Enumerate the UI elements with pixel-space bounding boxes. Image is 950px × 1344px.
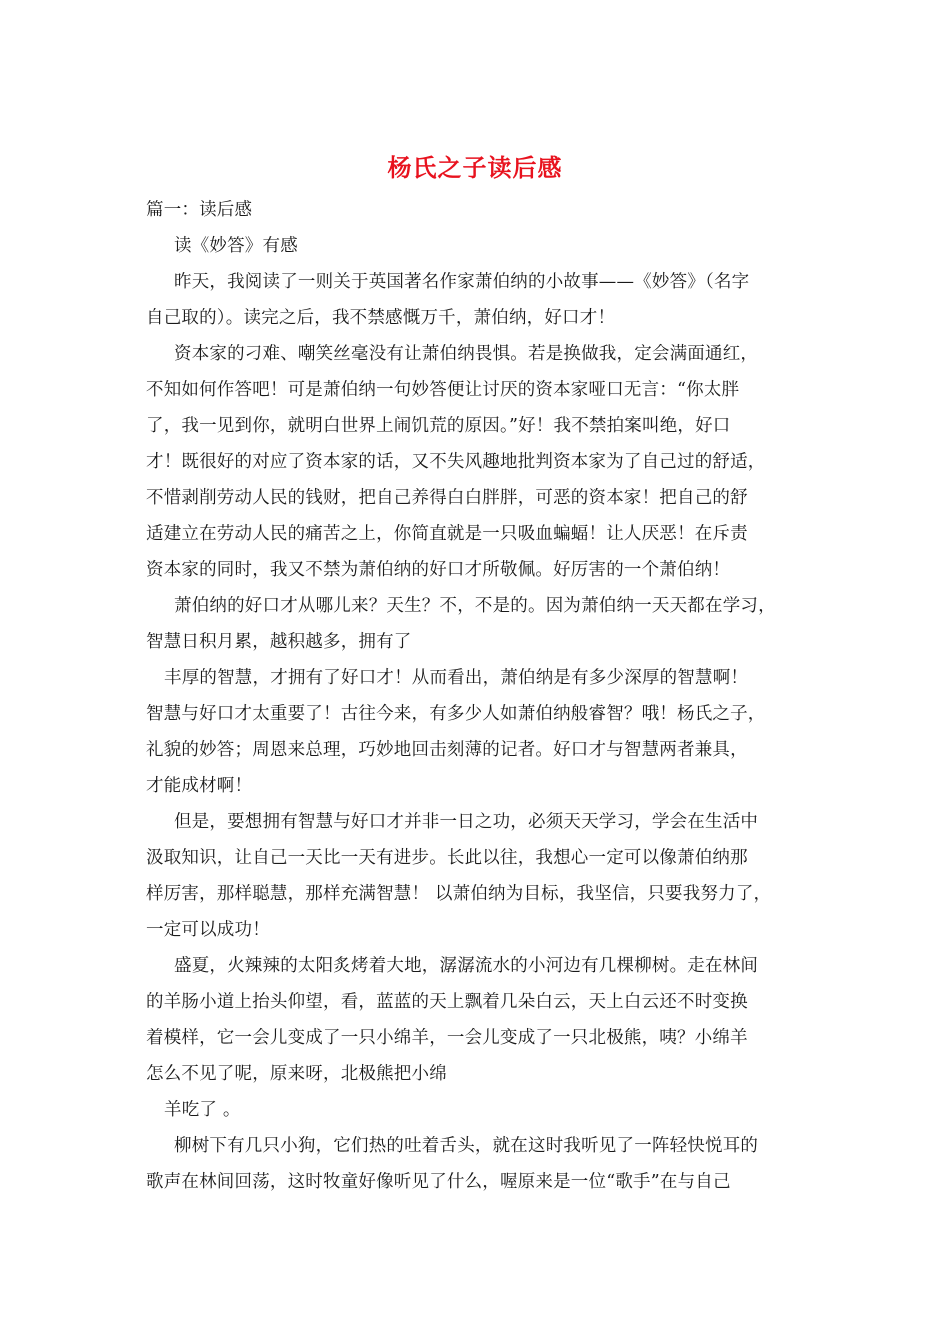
text-line: 礼貌的妙答；周恩来总理，巧妙地回击刻薄的记者。好口才与智慧两者兼具， bbox=[146, 740, 748, 760]
text-line: 自己取的）。读完之后，我不禁感慨万千，萧伯纳，好口才！ bbox=[146, 308, 616, 328]
text-line: 丰厚的智慧，才拥有了好口才！从而看出，萧伯纳是有多少深厚的智慧啊！ bbox=[164, 668, 749, 688]
text-line: 篇一：读后感 bbox=[146, 200, 253, 220]
text-line: 盛夏，火辣辣的太阳炙烤着大地，潺潺流水的小河边有几棵柳树。走在林间 bbox=[174, 956, 759, 976]
text-line: 不惜剥削劳动人民的钱财，把自己养得白白胖胖，可恶的资本家！把自己的舒 bbox=[146, 488, 748, 508]
text-line: 歌声在林间回荡，这时牧童好像听见了什么，喔原来是一位“歌手”在与自己 bbox=[146, 1172, 731, 1192]
text-line: 智慧日积月累，越积越多，拥有了 bbox=[146, 632, 412, 652]
text-line: 样厉害，那样聪慧，那样充满智慧！ 以萧伯纳为目标，我坚信，只要我努力了， bbox=[146, 884, 772, 904]
text-line: 柳树下有几只小狗，它们热的吐着舌头，就在这时我听见了一阵轻快悦耳的 bbox=[174, 1136, 759, 1156]
text-line: 的羊肠小道上抬头仰望，看，蓝蓝的天上飘着几朵白云，天上白云还不时变换 bbox=[146, 992, 748, 1012]
text-line: 一定可以成功！ bbox=[146, 920, 270, 940]
text-line: 羊吃了 。 bbox=[164, 1100, 241, 1120]
text-line: 才！既很好的对应了资本家的话，又不失风趣地批判资本家为了自己过的舒适， bbox=[146, 452, 766, 472]
text-line: 怎么不见了呢，原来呀，北极熊把小绵 bbox=[146, 1064, 447, 1084]
text-line: 智慧与好口才太重要了！古往今来，有多少人如萧伯纳般睿智？哦！杨氏之子， bbox=[146, 704, 766, 724]
text-line: 才能成材啊！ bbox=[146, 776, 253, 796]
document-body bbox=[146, 192, 826, 1200]
text-line: 资本家的刁难、嘲笑丝毫没有让萧伯纳畏惧。若是换做我，定会满面通红， bbox=[174, 344, 759, 364]
text-line: 资本家的同时，我又不禁为萧伯纳的好口才所敬佩。好厉害的一个萧伯纳！ bbox=[146, 560, 731, 580]
text-line: 了，我一见到你，就明白世界上闹饥荒的原因。”好！我不禁拍案叫绝，好口 bbox=[146, 416, 731, 436]
text-line: 昨天，我阅读了一则关于英国著名作家萧伯纳的小故事——《妙答》（名字 bbox=[174, 272, 750, 292]
document-title: 杨氏之子读后感 bbox=[387, 153, 563, 182]
text-line: 汲取知识，让自己一天比一天有进步。长此以往，我想心一定可以像萧伯纳那 bbox=[146, 848, 748, 868]
text-line: 萧伯纳的好口才从哪儿来？天生？不，不是的。因为萧伯纳一天天都在学习， bbox=[174, 596, 776, 616]
text-line: 读《妙答》有感 bbox=[174, 236, 298, 256]
text-line: 适建立在劳动人民的痛苦之上，你简直就是一只吸血蝙蝠！让人厌恶！在斥责 bbox=[146, 524, 748, 544]
text-line: 但是，要想拥有智慧与好口才并非一日之功，必须天天学习，学会在生活中 bbox=[174, 812, 759, 832]
text-line: 不知如何作答吧！可是萧伯纳一句妙答便让讨厌的资本家哑口无言：“你太胖 bbox=[146, 380, 740, 400]
text-line: 着模样，它一会儿变成了一只小绵羊，一会儿变成了一只北极熊，咦？小绵羊 bbox=[146, 1028, 748, 1048]
